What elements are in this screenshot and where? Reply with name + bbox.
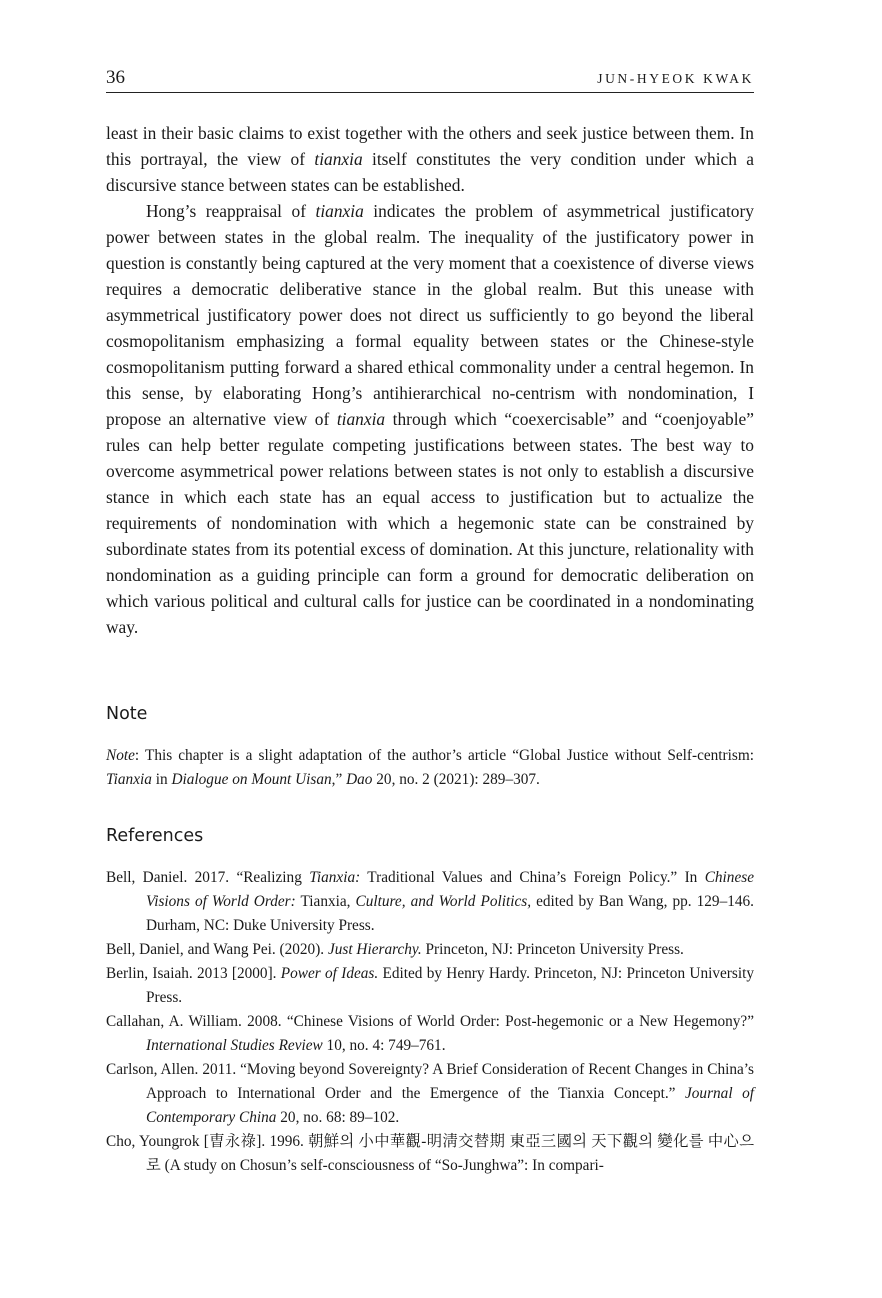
- paragraph-2: Hong’s reappraisal of tianxia indicates the problem of asymmetrical justificatory power between states in the global realm. The inequality of the justificatory power in question is constantly being captured at the very moment that a coexistence of diverse views requires a democratic deliberative stance in the global realm. But this unease with asymmetrical justificatory power does not direct us sufficiently to go beyond the liberal cosmopolitanism emphasizing a formal equality between states or the Chinese-style cosmopolitanism putting forward a shared ethical commonality under a central hegemon. In this sense, by elaborating Hong’s antihierarchical no-centrism with nondomination, I propose an alternative view of tianxia through which “coexercisable” and “coenjoyable” rules can help better regulate competing justifications between states. The best way to overcome asymmetrical power relations between states is not only to establish a discursive stance in which each state has an equal access to justification but to actualize the requirements of nondomination with which a hegemonic state can be constrained by subordinate states from its potential excess of domination. At this juncture, relationality with nondomination as a guiding principle can form a ground for democratic deliberation on which various political and cultural calls for justice can be coordinated in a nondominating way.: [106, 201, 754, 637]
- body-text: [106, 120, 754, 640]
- running-head-author: JUN-HYEOK KWAK: [597, 71, 754, 86]
- reference-entry: Berlin, Isaiah. 2013 [2000]. Power of Ideas. Edited by Henry Hardy. Princeton, NJ: Princeton University Press.: [106, 965, 754, 1006]
- references-list: [106, 866, 754, 1178]
- note-heading: Note: [106, 704, 148, 724]
- reference-entry: Carlson, Allen. 2011. “Moving beyond Sovereignty? A Brief Consideration of Recent Changes in China’s Approach to International Order and the Emergence of the Tianxia Concept.” Journal of Contemporary China 20, no. 68: 89–102.: [106, 1061, 754, 1126]
- references-heading: References: [106, 826, 204, 846]
- reference-entry: Callahan, A. William. 2008. “Chinese Visions of World Order: Post-hegemonic or a New Hegemony?” International Studies Review 10, no. 4: 749–761.: [106, 1013, 754, 1054]
- paragraph-1: least in their basic claims to exist together with the others and seek justice between them. In this portrayal, the view of tianxia itself constitutes the very condition under which a discursive stance between states can be established.: [106, 123, 754, 195]
- note-text: Note: This chapter is a slight adaptation of the author’s article “Global Justice without Self-centrism: Tianxia in Dialogue on Mount Uisan,” Dao 20, no. 2 (2021): 289–307.: [106, 747, 754, 788]
- page-number: 36: [106, 67, 125, 88]
- reference-entry: Bell, Daniel. 2017. “Realizing Tianxia: Traditional Values and China’s Foreign Policy.” In Chinese Visions of World Order: Tianxia, Culture, and World Politics, edited by Ban Wang, pp. 129–146. Durham, NC: Duke University Press.: [106, 869, 754, 934]
- reference-entry: Bell, Daniel, and Wang Pei. (2020). Just Hierarchy. Princeton, NJ: Princeton University Press.: [106, 941, 684, 958]
- running-head: [106, 64, 754, 93]
- reference-entry: Cho, Youngrok [曺永祿]. 1996. 朝鮮의 小中華觀-明淸交替期 東亞三國의 天下觀의 變化를 中心으로 (A study on Chosun’s self-consciousness of “So-Junghwa”: In compari-: [106, 1133, 754, 1174]
